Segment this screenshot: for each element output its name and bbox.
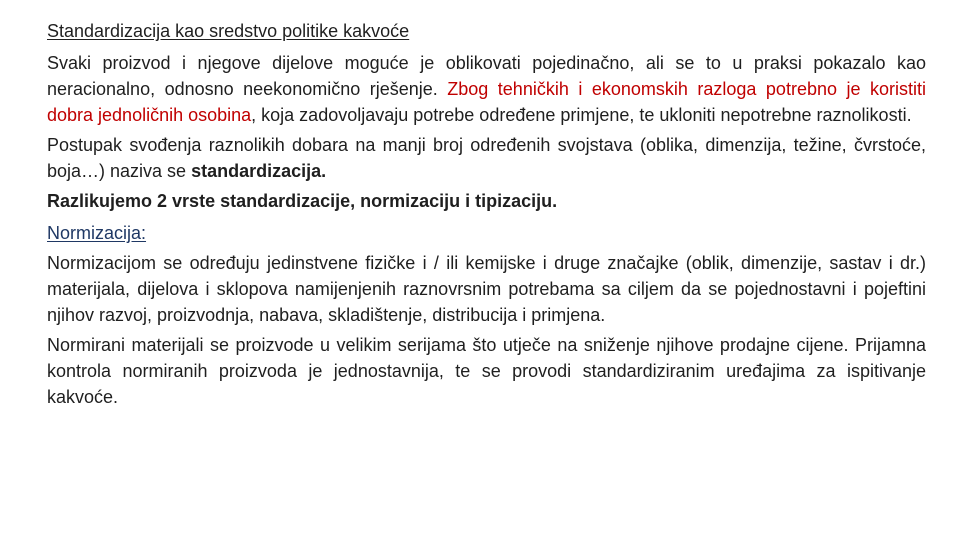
- section-subheading: Normizacija:: [47, 223, 147, 243]
- paragraph-intro-text: Svaki proizvod i njegove dijelove moguće je oblikovati pojedinačno, ali se to u praksi pokazalo kao neracionalno, odnosno neekonomično rješenje.: [47, 53, 926, 99]
- types-statement: Razlikujemo 2 vrste standardizacije, normizaciju i tipizaciju.: [47, 191, 558, 211]
- paragraph-intro: [47, 50, 926, 128]
- highlighted-text: Zbog tehničkih i ekonomskih razloga potrebno je koristiti dobra jednoličnih osobina: [47, 79, 926, 125]
- paragraph-normization: Normizacijom se određuju jedinstvene fizičke i / ili kemijske i druge značajke (oblik, dimenzije, sastav i dr.) materijala, dijelova i sklopova namijenjenih raznovrsnim potrebama sa ciljem da se pojednostavni i pojeftini njihov razvoj, proizvodnja, nabava, skladištenje, distribucija i primjena.: [47, 253, 926, 325]
- paragraph-definition-text: Postupak svođenja raznolikih dobara na manji broj određenih svojstava (oblika, dimenzija, težine, čvrstoće, boja…) naziva se: [47, 135, 926, 181]
- paragraph-definition: [47, 132, 926, 184]
- slide-title: Standardizacija kao sredstvo politike kakvoće: [47, 21, 410, 41]
- paragraph-normed-materials: Normirani materijali se proizvode u velikim serijama što utječe na sniženje njihove prodajne cijene. Prijamna kontrola normiranih proizvoda je jednostavnija, te se provodi standardiziranim uređajima za ispitivanje kakvoće.: [47, 335, 926, 407]
- paragraph-intro-end: , koja zadovoljavaju potrebe određene primjene, te ukloniti nepotrebne raznolikosti.: [251, 105, 912, 125]
- definition-term: standardizacija.: [191, 161, 327, 181]
